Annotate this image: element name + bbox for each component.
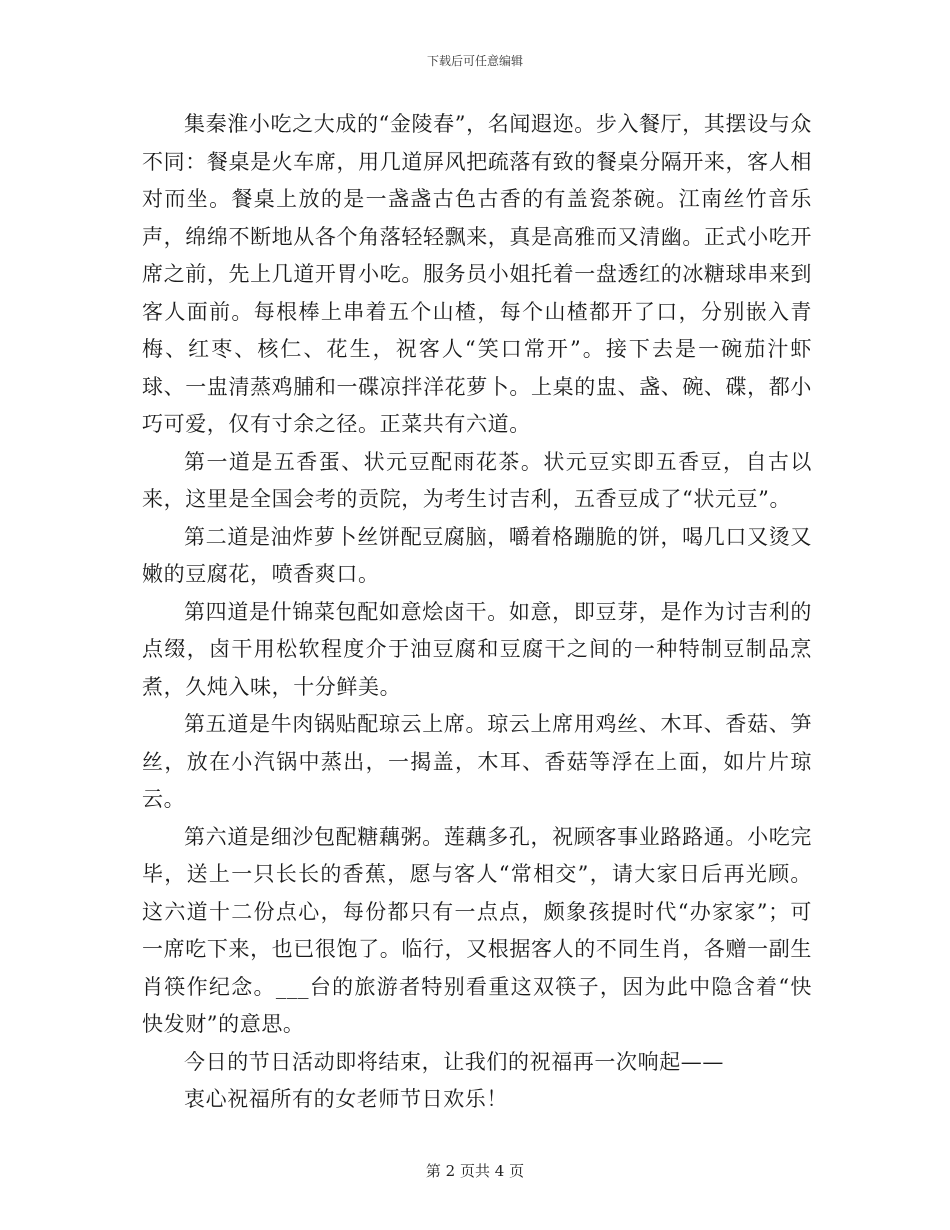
paragraph-course-6: 第六道是细沙包配糖藕粥。莲藕多孔，祝顾客事业路路通。小吃完毕，送上一只长长的香蕉，愿与客人“常相交”，请大家日后再光顾。这六道十二份点心，每份都只有一点点，颇象孩提时代“办家家”；可一席吃下来，也已很饱了。临行，又根据客人的不同生肖，各赠一副生肖筷作纪念。___台的旅游者特别看重这双筷子，因为此中隐含着“快快发财”的意思。 [142, 824, 812, 1036]
paragraph-course-1: 第一道是五香蛋、状元豆配雨花茶。状元豆实即五香豆，自古以来，这里是全国会考的贡院，为考生讨吉利，五香豆成了“状元豆”。 [142, 449, 812, 511]
paragraph-closing: 今日的节日活动即将结束，让我们的祝福再一次响起—— [184, 1049, 724, 1074]
paragraph-course-5: 第五道是牛肉锅贴配琼云上席。琼云上席用鸡丝、木耳、香菇、笋丝，放在小汽锅中蒸出，一揭盖，木耳、香菇等浮在上面，如片片琼云。 [142, 712, 812, 811]
page-header: 下载后可任意编辑 [426, 54, 523, 68]
paragraph-blessing: 衷心祝福所有的女老师节日欢乐！ [184, 1087, 508, 1111]
document-body [142, 106, 812, 1119]
paragraph-intro: 集秦淮小吃之大成的“金陵春”，名闻遐迩。步入餐厅，其摆设与众不同：餐桌是火车席，用几道屏风把疏落有致的餐桌分隔开来，客人相对而坐。餐桌上放的是一盏盏古色古香的有盖瓷茶碗。江南丝竹音乐声，绵绵不断地从各个角落轻轻飘来，真是高雅而又清幽。正式小吃开席之前，先上几道开胃小吃。服务员小姐托着一盘透红的冰糖球串来到客人面前。每根棒上串着五个山楂，每个山楂都开了口，分别嵌入青梅、红枣、核仁、花生，祝客人“笑口常开”。接下去是一碗茄汁虾球、一盅清蒸鸡脯和一碟凉拌洋花萝卜。上桌的盅、盏、碗、碟，都小巧可爱，仅有寸余之径。正菜共有六道。 [142, 112, 812, 436]
paragraph-course-4: 第四道是什锦菜包配如意烩卤干。如意，即豆芽，是作为讨吉利的点缀，卤干用松软程度介于油豆腐和豆腐干之间的一种特制豆制品烹煮，久炖入味，十分鲜美。 [142, 599, 812, 699]
paragraph-course-2: 第二道是油炸萝卜丝饼配豆腐脑，嚼着格蹦脆的饼，喝几口又烫又嫩的豆腐花，喷香爽口。 [142, 524, 812, 586]
page-footer: 第 2 页共 4 页 [425, 1162, 525, 1180]
